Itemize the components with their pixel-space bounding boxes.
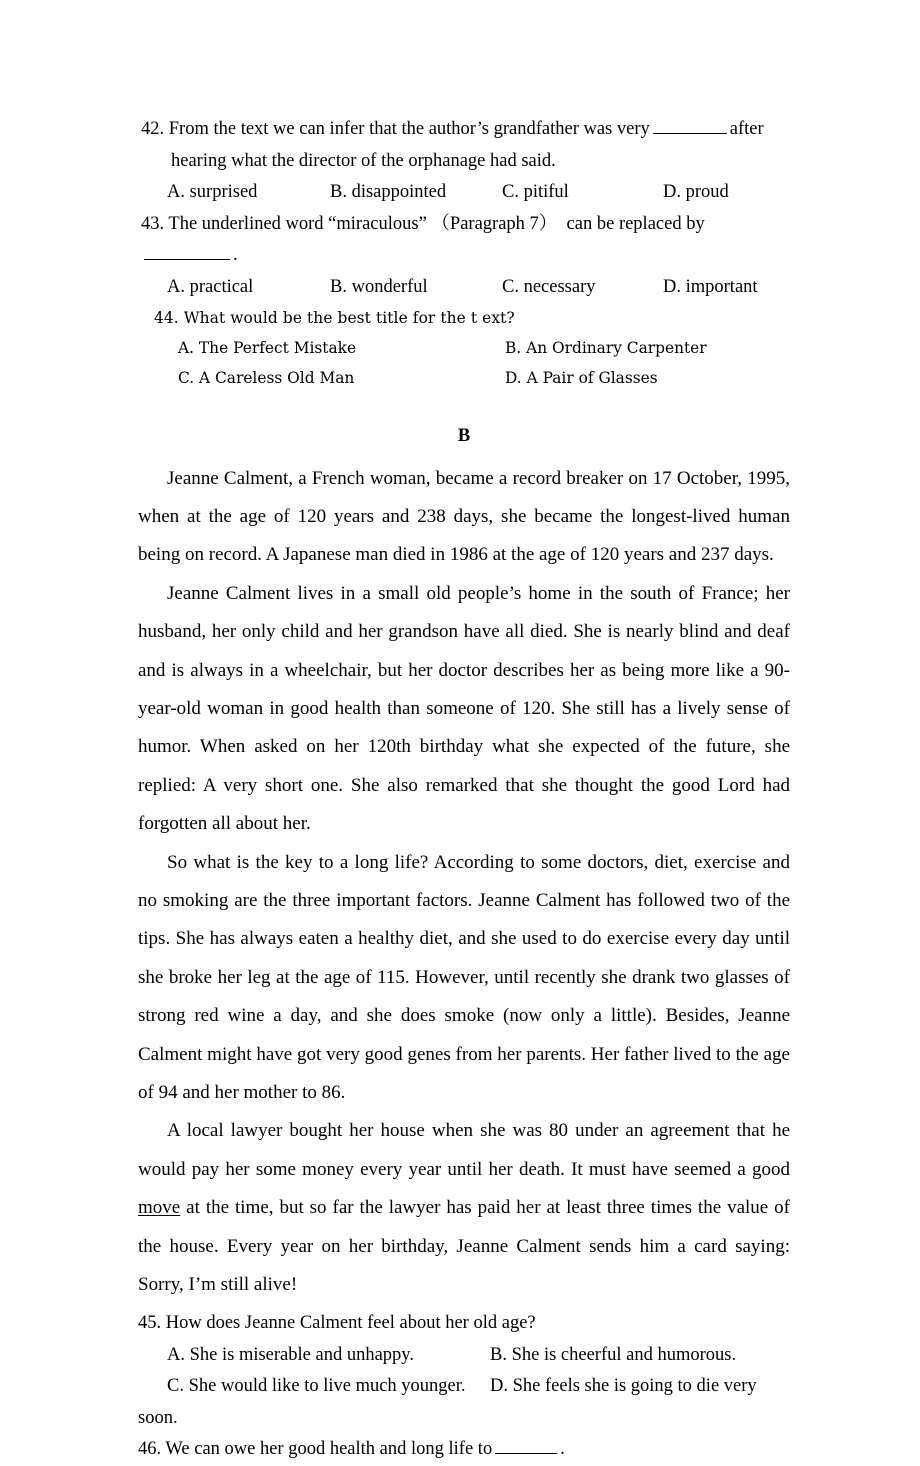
top-margin-spacer <box>138 0 790 114</box>
answer-blank-42[interactable] <box>653 116 727 134</box>
question-45-options-row-2 <box>138 1371 790 1403</box>
passage-gap-spacer <box>138 453 790 460</box>
option-45-c[interactable]: C. She would like to live much younger. <box>167 1376 466 1397</box>
underlined-word-move: move <box>138 1197 181 1219</box>
question-45-options-row-1 <box>138 1340 790 1372</box>
section-gap-spacer <box>138 393 790 421</box>
question-42-options <box>138 177 790 209</box>
question-42-stem-text-a: 42. From the text we can infer that the author’s grandfather was very <box>141 119 650 139</box>
section-letter-b: B <box>457 426 471 446</box>
paragraph-4-text-after: at the time, but so far the lawyer has paid her at least three times the value of the house. Every year on her birthday, Jeanne Calment sends him a card saying: Sorry, I’m still alive! <box>138 1197 790 1296</box>
question-43-stem-text-a: 43. The underlined word “miraculous” （Paragraph 7） can be replaced by <box>141 213 705 234</box>
option-44-c[interactable]: C. A Careless Old Man <box>178 369 355 387</box>
option-42-a[interactable]: A. surprised <box>167 182 258 202</box>
paragraph-4-text-before: A local lawyer bought her house when she was 80 under an agreement that he would pay her some money every year until her death. It must have seemed a good <box>138 1120 790 1180</box>
option-42-c[interactable]: C. pitiful <box>502 182 569 202</box>
question-44-options-row-2 <box>138 363 790 393</box>
answer-blank-43[interactable] <box>144 242 230 260</box>
question-42-stem-line-1 <box>138 114 790 146</box>
question-42-stem-text-b: after <box>729 119 764 139</box>
question-42-stem-line-2: hearing what the director of the orphanage had said. <box>171 150 556 171</box>
passage-paragraph-4 <box>138 1112 790 1304</box>
answer-blank-46[interactable] <box>495 1436 557 1454</box>
option-42-d[interactable]: D. proud <box>663 182 729 202</box>
option-45-d[interactable]: D. She feels she is going to die very <box>490 1376 757 1397</box>
question-44-stem: 44. What would be the best title for the t ext? <box>154 309 515 327</box>
option-45-b[interactable]: B. She is cheerful and humorous. <box>490 1344 737 1365</box>
option-43-d[interactable]: D. important <box>663 276 758 297</box>
question-43-stem-text-b: . <box>233 245 238 265</box>
question-45-stem: 45. How does Jeanne Calment feel about her old age? <box>138 1313 536 1334</box>
option-42-b[interactable]: B. disappointed <box>330 182 447 202</box>
passage-paragraph-2: Jeanne Calment lives in a small old people’s home in the south of France; her husband, her only child and her grandson have all died. She is nearly blind and deaf and is always in a wheelchair, but her doctor describes her as being more like a 90-year-old woman in good health than someone of 120. She still has a lively sense of humor. When asked on her 120th birthday what she expected of the future, she replied: A very short one. She also remarked that she thought the good Lord had forgotten all about her. <box>138 582 790 835</box>
question-44-options-row-1 <box>138 333 790 363</box>
question-46-stem <box>138 1434 790 1466</box>
option-44-d[interactable]: D. A Pair of Glasses <box>505 369 658 387</box>
option-45-a[interactable]: A. She is miserable and unhappy. <box>167 1344 414 1365</box>
option-44-b[interactable]: B. An Ordinary Carpenter <box>505 339 707 357</box>
option-44-a[interactable]: A. The Perfect Mistake <box>178 339 357 357</box>
option-43-c[interactable]: C. necessary <box>502 276 596 297</box>
question-45-wrapped-tail: soon. <box>138 1407 178 1428</box>
text-column <box>138 0 790 1466</box>
option-43-a[interactable]: A. practical <box>167 276 254 297</box>
question-43-stem <box>138 209 790 272</box>
passage-paragraph-3: So what is the key to a long life? According to some doctors, diet, exercise and no smoking are the three important factors. Jeanne Calment has followed two of the tips. She has always eaten a healthy diet, and she used to do exercise every day until she broke her leg at the age of 115. However, until recently she drank two glasses of strong red wine a day, and she does smoke (now only a little). Besides, Jeanne Calment might have got very good genes from her parents. Her father lived to the age of 94 and her mother to 86. <box>138 851 790 1103</box>
passage-paragraph-1: Jeanne Calment, a French woman, became a record breaker on 17 October, 1995, when at the age of 120 years and 238 days, she became the longest-lived human being on record. A Japanese man died in 1986 at the age of 120 years and 237 days. <box>138 467 790 566</box>
question-46-stem-text-b: . <box>560 1439 565 1460</box>
question-43-options <box>138 272 790 304</box>
option-43-b[interactable]: B. wonderful <box>330 276 428 297</box>
question-46-stem-text-a: 46. We can owe her good health and long life to <box>138 1439 493 1460</box>
